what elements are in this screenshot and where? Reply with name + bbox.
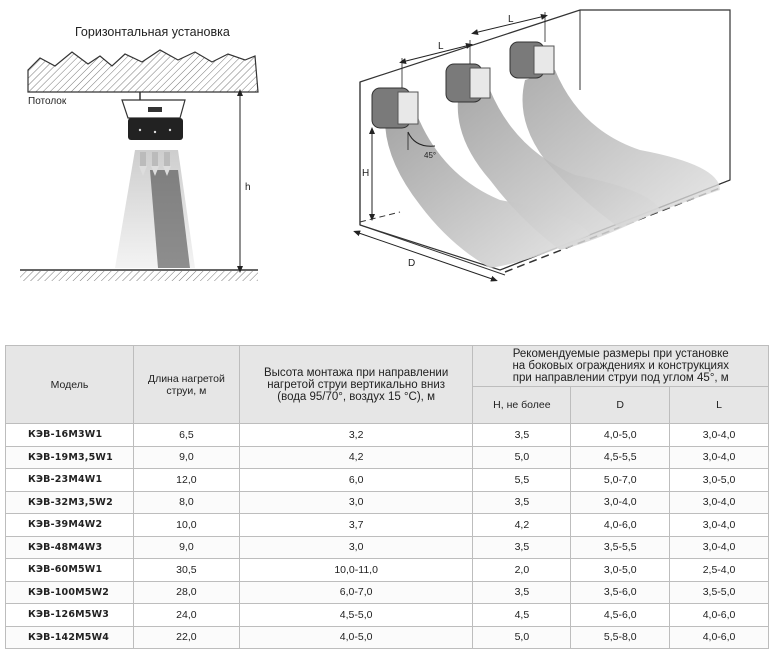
dimension-h: H bbox=[362, 168, 370, 179]
cell-h: 3,5 bbox=[473, 536, 571, 559]
table-row bbox=[6, 581, 769, 604]
cell-d: 4,5-6,0 bbox=[571, 604, 670, 627]
cell-h: 5,0 bbox=[473, 446, 571, 469]
wall-heater-2 bbox=[446, 64, 490, 102]
table-row bbox=[6, 536, 769, 559]
cell-mount: 4,2 bbox=[239, 446, 473, 469]
cell-jet: 9,0 bbox=[133, 536, 239, 559]
angle-label: 45° bbox=[424, 151, 437, 160]
ceiling-label: Потолок bbox=[28, 96, 67, 107]
cell-d: 5,0-7,0 bbox=[571, 469, 670, 492]
cell-model: КЭВ-39М4W2 bbox=[6, 514, 134, 537]
horizontal-installation-title: Горизонтальная установка bbox=[75, 25, 230, 39]
cell-model: КЭВ-32М3,5W2 bbox=[6, 491, 134, 514]
cell-mount: 3,0 bbox=[239, 491, 473, 514]
cell-d: 5,5-8,0 bbox=[571, 626, 670, 649]
cell-jet: 24,0 bbox=[133, 604, 239, 627]
cell-model: КЭВ-100М5W2 bbox=[6, 581, 134, 604]
cell-mount: 4,0-5,0 bbox=[239, 626, 473, 649]
cell-mount: 6,0 bbox=[239, 469, 473, 492]
cell-l: 3,0-5,0 bbox=[670, 469, 769, 492]
cell-mount: 6,0-7,0 bbox=[239, 581, 473, 604]
cell-d: 3,0-5,0 bbox=[571, 559, 670, 582]
wall-heater-1 bbox=[372, 88, 418, 128]
cell-l: 3,0-4,0 bbox=[670, 514, 769, 537]
header-mount-height: Высота монтажа при направлении нагретой струи вертикально вниз (вода 95/70°, воздух 15 °С), м bbox=[239, 346, 473, 424]
wall-heater-3 bbox=[510, 42, 554, 78]
cell-jet: 10,0 bbox=[133, 514, 239, 537]
cell-mount: 3,0 bbox=[239, 536, 473, 559]
header-l: L bbox=[670, 387, 769, 424]
table-row bbox=[6, 469, 769, 492]
cell-d: 3,0-4,0 bbox=[571, 491, 670, 514]
table-row bbox=[6, 626, 769, 649]
cell-model: КЭВ-23М4W1 bbox=[6, 469, 134, 492]
cell-l: 4,0-6,0 bbox=[670, 626, 769, 649]
header-recommended-sizes: Рекомендуемые размеры при установке на боковых ограждениях и конструкциях при направлении струи под углом 45°, м bbox=[473, 346, 769, 387]
cell-d: 3,5-6,0 bbox=[571, 581, 670, 604]
cell-d: 4,0-6,0 bbox=[571, 514, 670, 537]
cell-d: 4,0-5,0 bbox=[571, 424, 670, 447]
cell-jet: 12,0 bbox=[133, 469, 239, 492]
cell-l: 3,0-4,0 bbox=[670, 536, 769, 559]
cell-d: 4,5-5,5 bbox=[571, 446, 670, 469]
cell-h: 3,5 bbox=[473, 424, 571, 447]
wall-installation-figure bbox=[356, 10, 730, 280]
cell-jet: 30,5 bbox=[133, 559, 239, 582]
floor-hatch bbox=[20, 271, 258, 281]
cell-model: КЭВ-126М5W3 bbox=[6, 604, 134, 627]
cell-model: КЭВ-48М4W3 bbox=[6, 536, 134, 559]
table-row bbox=[6, 604, 769, 627]
header-model: Модель bbox=[6, 346, 134, 424]
cell-model: КЭВ-19М3,5W1 bbox=[6, 446, 134, 469]
dimension-d: D bbox=[408, 258, 416, 269]
header-h-max: Н, не более bbox=[473, 387, 571, 424]
cell-mount: 10,0-11,0 bbox=[239, 559, 473, 582]
cell-h: 5,5 bbox=[473, 469, 571, 492]
cell-mount: 3,7 bbox=[239, 514, 473, 537]
cell-h: 5,0 bbox=[473, 626, 571, 649]
cell-jet: 22,0 bbox=[133, 626, 239, 649]
cell-jet: 9,0 bbox=[133, 446, 239, 469]
cell-jet: 6,5 bbox=[133, 424, 239, 447]
cell-model: КЭВ-60М5W1 bbox=[6, 559, 134, 582]
cell-l: 3,0-4,0 bbox=[670, 491, 769, 514]
cell-mount: 4,5-5,0 bbox=[239, 604, 473, 627]
cell-l: 3,0-4,0 bbox=[670, 424, 769, 447]
cell-model: КЭВ-142М5W4 bbox=[6, 626, 134, 649]
cell-d: 3,5-5,5 bbox=[571, 536, 670, 559]
cell-h: 2,0 bbox=[473, 559, 571, 582]
cell-l: 3,0-4,0 bbox=[670, 446, 769, 469]
dimension-l-top: L bbox=[508, 14, 514, 25]
table-row bbox=[6, 514, 769, 537]
cell-h: 3,5 bbox=[473, 491, 571, 514]
heater-unit-horizontal bbox=[122, 100, 185, 140]
cell-h: 4,5 bbox=[473, 604, 571, 627]
header-jet-length: Длина нагретой струи, м bbox=[133, 346, 239, 424]
cell-mount: 3,2 bbox=[239, 424, 473, 447]
vertical-air-jets bbox=[115, 150, 195, 268]
cell-l: 3,5-5,0 bbox=[670, 581, 769, 604]
table-row bbox=[6, 446, 769, 469]
table-row bbox=[6, 424, 769, 447]
dimension-l-mid: L bbox=[438, 41, 444, 52]
cell-model: КЭВ-16М3W1 bbox=[6, 424, 134, 447]
height-label: h bbox=[245, 182, 251, 193]
cell-h: 3,5 bbox=[473, 581, 571, 604]
cell-l: 2,5-4,0 bbox=[670, 559, 769, 582]
table-row bbox=[6, 559, 769, 582]
cell-h: 4,2 bbox=[473, 514, 571, 537]
cell-jet: 8,0 bbox=[133, 491, 239, 514]
header-d: D bbox=[571, 387, 670, 424]
ceiling-hatch bbox=[28, 50, 258, 92]
cell-jet: 28,0 bbox=[133, 581, 239, 604]
horizontal-installation-figure bbox=[20, 25, 258, 281]
table-row bbox=[6, 491, 769, 514]
cell-l: 4,0-6,0 bbox=[670, 604, 769, 627]
specifications-table bbox=[5, 345, 769, 649]
